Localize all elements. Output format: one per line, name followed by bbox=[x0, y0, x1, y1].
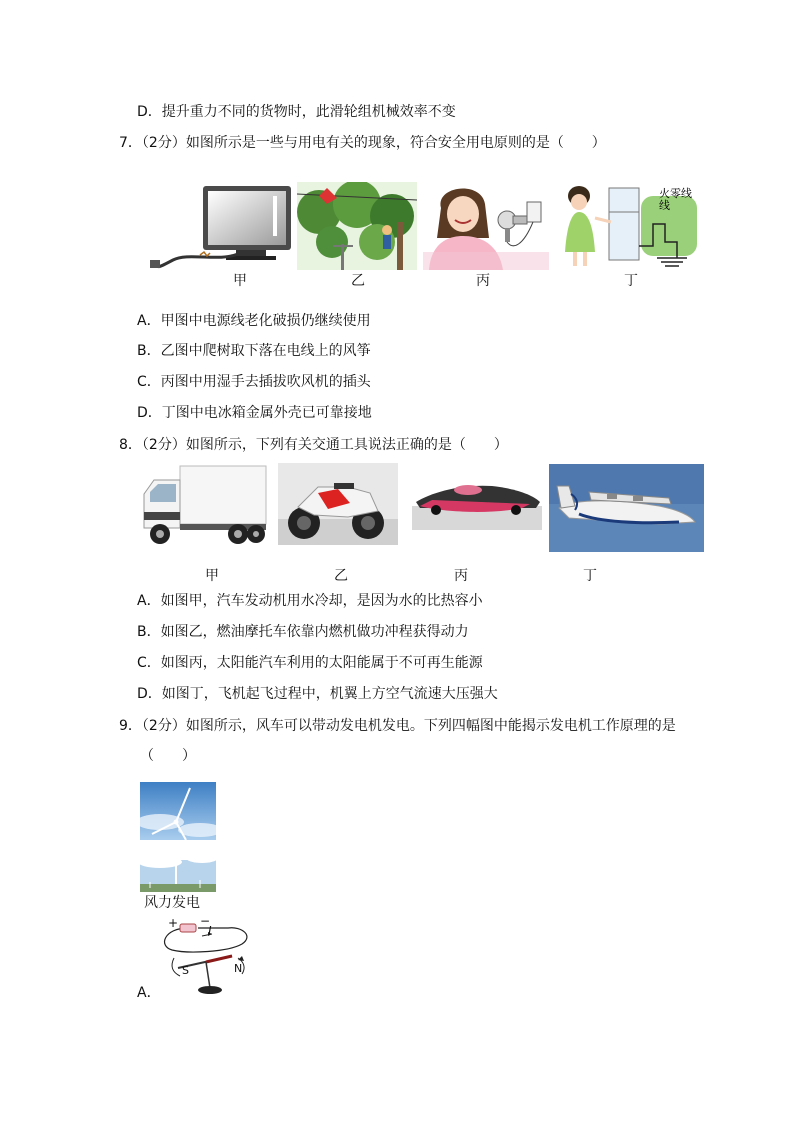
q8-option-d: D．如图丁，飞机起飞过程中，机翼上方空气流速大压强大 bbox=[137, 686, 498, 702]
q9-diagram-south: S bbox=[182, 964, 189, 977]
q8-caption-yi: 乙 bbox=[334, 568, 348, 584]
q7-caption-jia: 甲 bbox=[233, 273, 247, 289]
q8-figure-solarcar bbox=[412, 466, 542, 530]
q7-option-d: D．丁图中电冰箱金属外壳已可靠接地 bbox=[137, 405, 372, 421]
q8-figure-truck bbox=[138, 462, 268, 548]
q9-figure-wind-turbine-bottom bbox=[140, 848, 216, 892]
q9-diagram-minus: − bbox=[200, 916, 211, 928]
q9-figure-wind-turbine-top bbox=[140, 782, 216, 840]
q9-stem: 9．（2分）如图所示，风车可以带动发电机发电。下列四幅图中能揭示发电机工作原理的是 bbox=[119, 718, 676, 734]
q7-option-a: A．甲图中电源线老化破损仍继续使用 bbox=[137, 313, 371, 329]
q8-figure-plane bbox=[549, 464, 704, 552]
q7-option-b: B．乙图中爬树取下落在电线上的风筝 bbox=[137, 343, 371, 359]
q8-caption-bing: 丙 bbox=[454, 568, 468, 584]
q7-stem: 7．（2分）如图所示是一些与用电有关的现象，符合安全用电原则的是（ ） bbox=[119, 135, 606, 151]
q8-figure-motorbike bbox=[278, 463, 398, 545]
q7-caption-yi: 乙 bbox=[351, 273, 365, 289]
q7-figure-fridge bbox=[557, 182, 700, 270]
q9-diagram-plus: + bbox=[168, 916, 179, 930]
q8-stem: 8．（2分）如图所示，下列有关交通工具说法正确的是（ ） bbox=[119, 437, 508, 453]
q7-figure-kite bbox=[297, 182, 417, 270]
q9-figure-caption: 风力发电 bbox=[144, 895, 200, 911]
q7-option-c: C．丙图中用湿手去插拔吹风机的插头 bbox=[137, 374, 371, 390]
q9-answer-paren: （ ） bbox=[140, 748, 196, 764]
q7-figure-tv bbox=[148, 182, 298, 274]
q7-caption-bing: 丙 bbox=[476, 273, 490, 289]
q8-option-a: A．如图甲，汽车发动机用水冷却，是因为水的比热容小 bbox=[137, 593, 483, 609]
q9-option-a: A． bbox=[137, 985, 161, 1001]
q9-diagram-north: N bbox=[234, 962, 243, 975]
q7-fig-ding-label: 火零线线 bbox=[659, 187, 692, 212]
q8-caption-jia: 甲 bbox=[205, 568, 219, 584]
q8-caption-ding: 丁 bbox=[583, 568, 597, 584]
q8-option-b: B．如图乙，燃油摩托车依靠内燃机做功冲程获得动力 bbox=[137, 624, 469, 640]
q9-option-a-diagram bbox=[158, 916, 254, 998]
q6-option-d: D．提升重力不同的货物时，此滑轮组机械效率不变 bbox=[137, 104, 456, 120]
q9-diagram-current: I bbox=[208, 924, 212, 938]
q7-figure-hairdryer bbox=[423, 180, 549, 270]
q7-caption-ding: 丁 bbox=[624, 273, 638, 289]
q8-option-c: C．如图丙，太阳能汽车利用的太阳能属于不可再生能源 bbox=[137, 655, 483, 671]
